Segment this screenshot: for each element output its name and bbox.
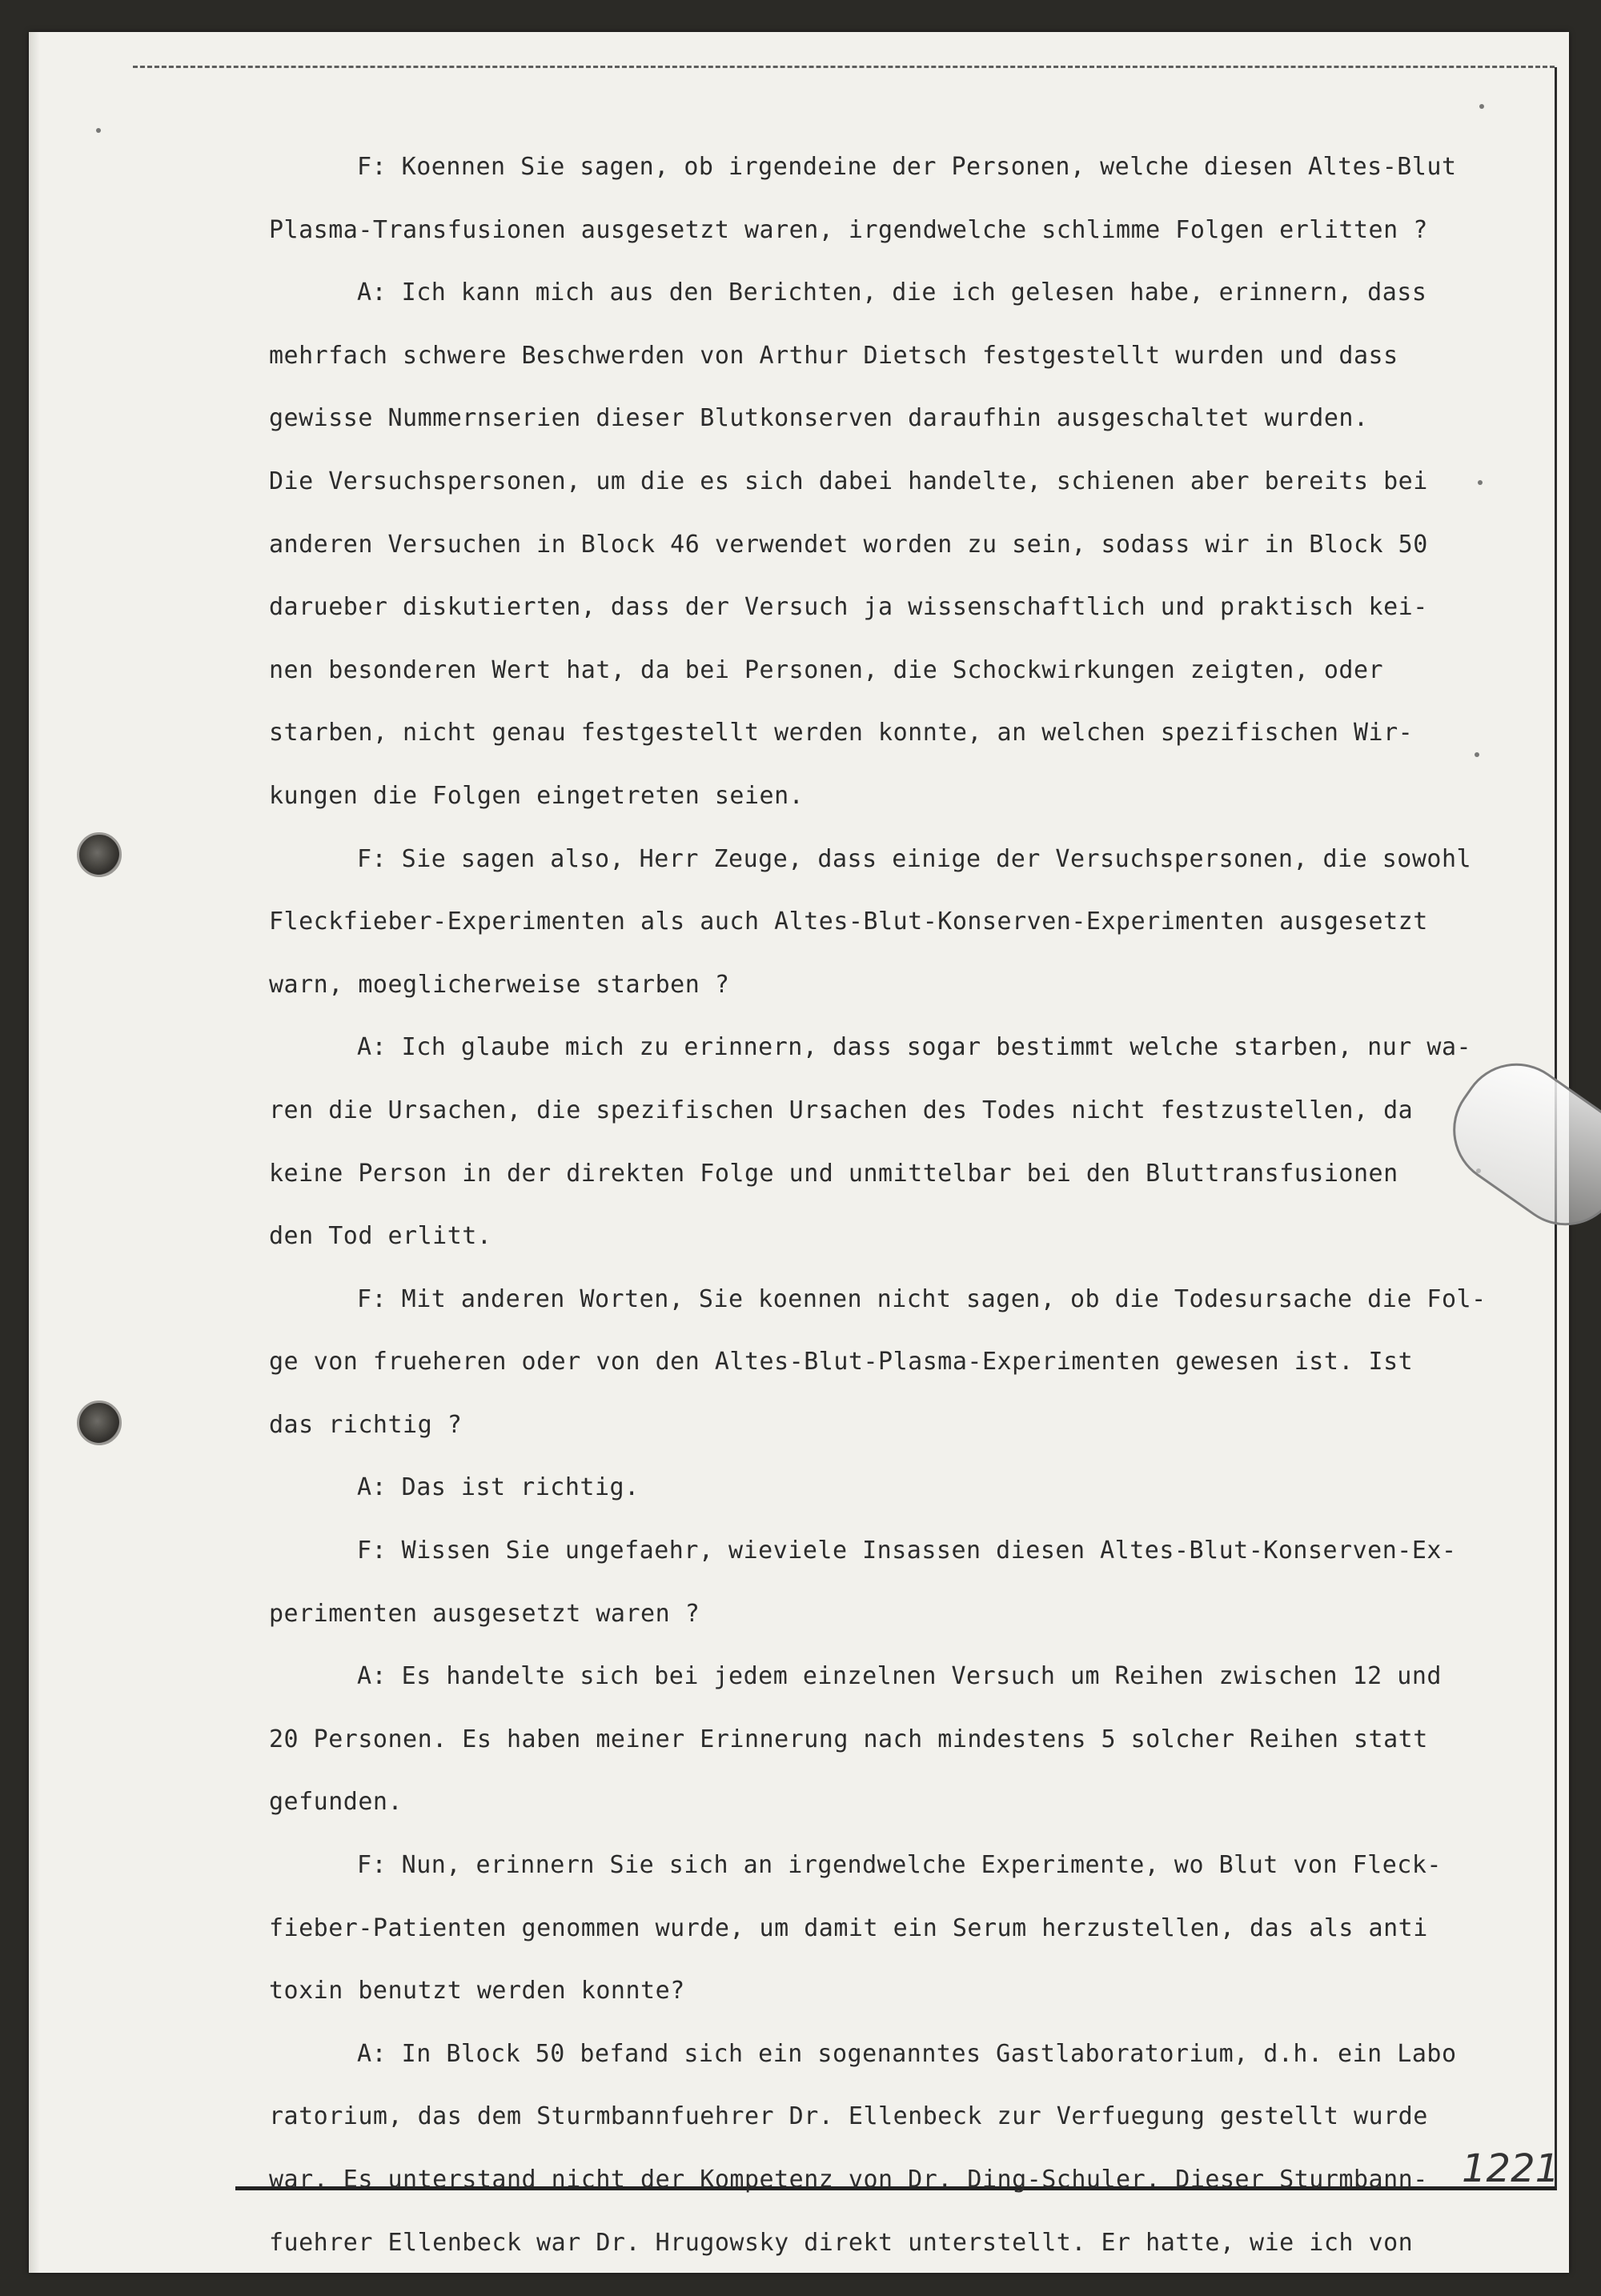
text-line: gefunden. <box>269 1788 403 1817</box>
text-line: A: Es handelte sich bei jedem einzelnen Versuch um Reihen zwischen 12 und <box>357 1662 1442 1691</box>
text-line: A: In Block 50 befand sich ein sogenanntes Gastlaboratorium, d.h. ein Labo <box>357 2039 1457 2068</box>
punch-hole-icon <box>77 1400 122 1445</box>
text-line: gewisse Nummernserien dieser Blutkonserven daraufhin ausgeschaltet wurden. <box>269 404 1369 433</box>
text-line: ren die Ursachen, die spezifischen Ursachen des Todes nicht festzustellen, da <box>269 1096 1414 1124</box>
text-line: fuehrer Ellenbeck war Dr. Hrugowsky direkt unterstellt. Er hatte, wie ich von <box>269 2228 1414 2257</box>
text-line: war. Es unterstand nicht der Kompetenz von Dr. Ding-Schuler. Dieser Sturmbann- <box>269 2166 1428 2194</box>
text-line: 20 Personen. Es haben meiner Erinnerung nach mindestens 5 solcher Reihen statt <box>269 1725 1428 1753</box>
text-line: nen besonderen Wert hat, da bei Personen, die Schockwirkungen zeigten, oder <box>269 655 1384 684</box>
text-line: ratorium, das dem Sturmbannfuehrer Dr. Ellenbeck zur Verfuegung gestellt wurde <box>269 2102 1428 2131</box>
text-line: F: Nun, erinnern Sie sich an irgendwelche Experimente, wo Blut von Fleck- <box>357 1851 1442 1880</box>
page-number: 1221 <box>1462 2146 1560 2191</box>
text-line: das richtig ? <box>269 1410 463 1439</box>
text-line: warn, moeglicherweise starben ? <box>269 970 730 999</box>
text-line: darueber diskutierten, dass der Versuch ja wissenschaftlich und praktisch kei- <box>269 593 1428 622</box>
text-line: Die Versuchspersonen, um die es sich dabei handelte, schienen aber bereits bei <box>269 467 1428 495</box>
text-line: kungen die Folgen eingetreten seien. <box>269 781 805 810</box>
text-line: den Tod erlitt. <box>269 1222 492 1251</box>
punch-hole-icon <box>77 832 122 877</box>
binding-edge <box>29 32 40 2273</box>
text-line: mehrfach schwere Beschwerden von Arthur Dietsch festgestellt wurden und dass <box>269 341 1398 370</box>
text-line: F: Wissen Sie ungefaehr, wieviele Insassen diesen Altes-Blut-Konserven-Ex- <box>357 1537 1457 1565</box>
text-line: Fleckfieber-Experimenten als auch Altes-Blut-Konserven-Experimenten ausgesetzt <box>269 908 1428 936</box>
text-line: A: Ich glaube mich zu erinnern, dass sogar bestimmt welche starben, nur wa- <box>357 1033 1472 1062</box>
text-line: F: Mit anderen Worten, Sie koennen nicht sagen, ob die Todesursache die Fol- <box>357 1284 1487 1313</box>
text-line: F: Sie sagen also, Herr Zeuge, dass einige der Versuchspersonen, die sowohl <box>357 844 1472 873</box>
text-line: Plasma-Transfusionen ausgesetzt waren, irgendwelche schlimme Folgen erlitten ? <box>269 215 1428 244</box>
typewritten-text <box>269 136 1518 2274</box>
speck <box>1479 104 1484 109</box>
text-line: fieber-Patienten genommen wurde, um damit ein Serum herzustellen, das als anti <box>269 1913 1428 1942</box>
text-line: perimenten ausgesetzt waren ? <box>269 1599 700 1628</box>
speck <box>96 128 101 133</box>
text-line: A: Das ist richtig. <box>357 1473 640 1502</box>
text-line: starben, nicht genau festgestellt werden konnte, an welchen spezifischen Wir- <box>269 719 1414 747</box>
document-page <box>29 32 1569 2273</box>
text-line: A: Ich kann mich aus den Berichten, die ich gelesen habe, erinnern, dass <box>357 278 1427 307</box>
text-line: anderen Versuchen in Block 46 verwendet worden zu sein, sodass wir in Block 50 <box>269 530 1428 559</box>
text-line: toxin benutzt werden konnte? <box>269 1977 685 2005</box>
text-line: F: Koennen Sie sagen, ob irgendeine der Personen, welche diesen Altes-Blut <box>357 153 1457 181</box>
text-line: ge von frueheren oder von den Altes-Blut-Plasma-Experimenten gewesen ist. Ist <box>269 1348 1414 1376</box>
text-line: keine Person in der direkten Folge und unmittelbar bei den Bluttransfusionen <box>269 1159 1398 1188</box>
